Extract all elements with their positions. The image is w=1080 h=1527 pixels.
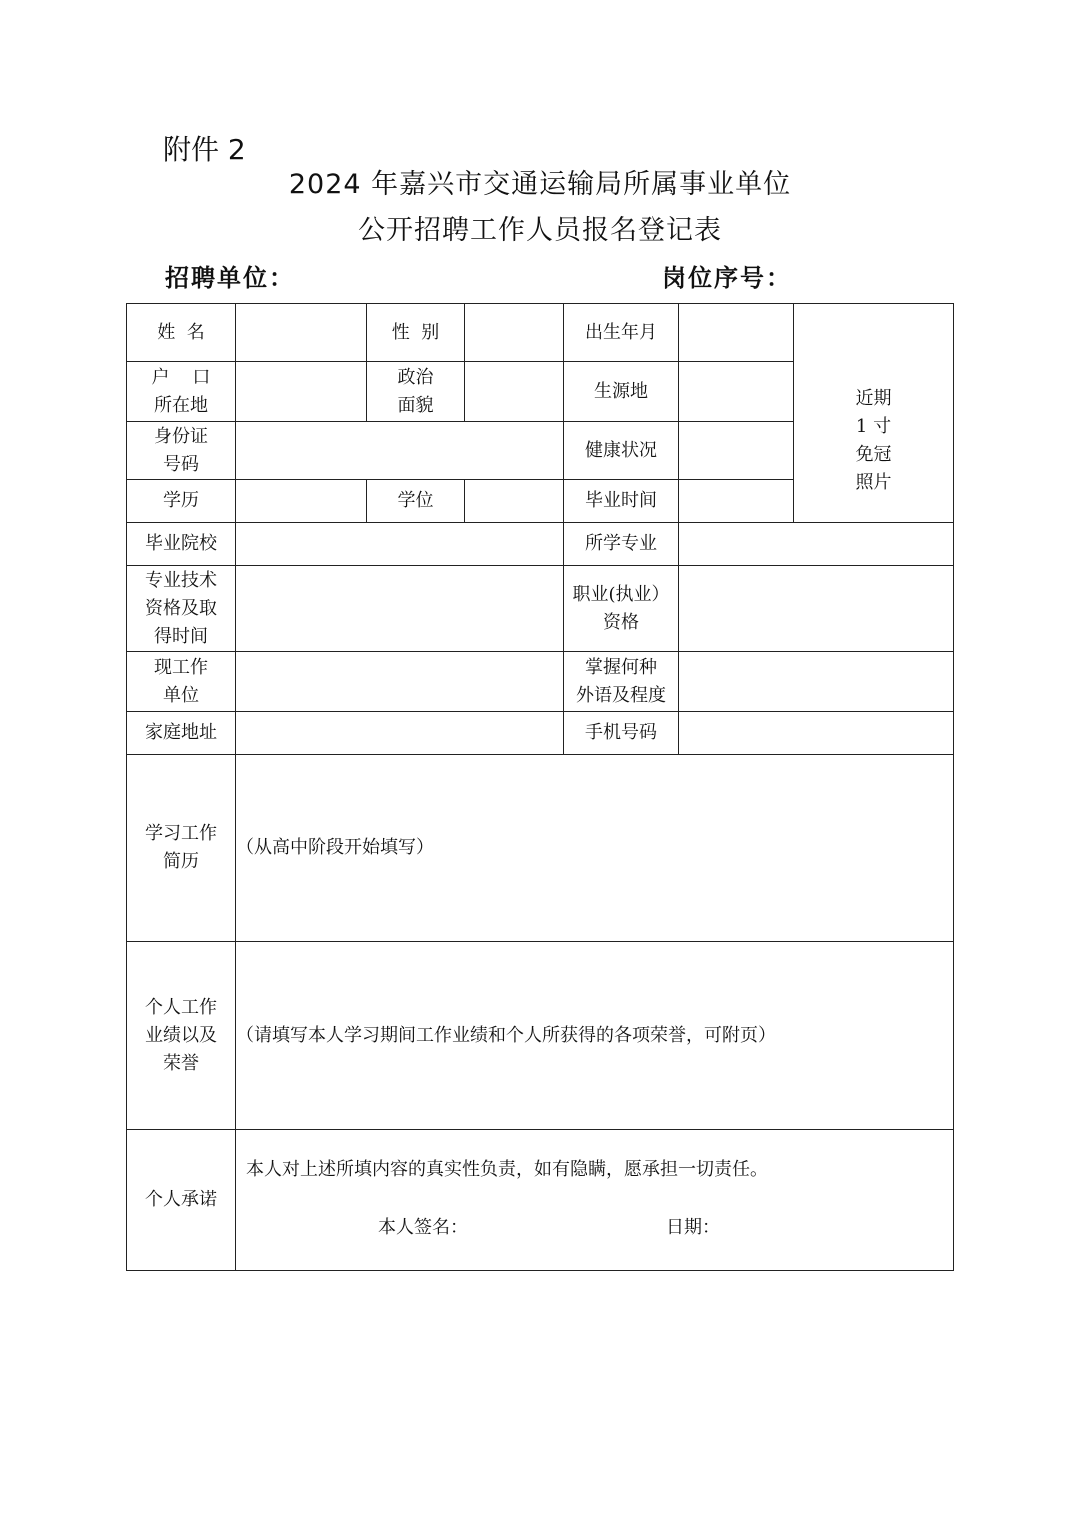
degree-label: 学位 [367, 480, 465, 523]
honors-hint: （请填写本人学习期间工作业绩和个人所获得的各项荣誉，可附页） [236, 1024, 776, 1046]
id-number-field[interactable] [236, 422, 564, 480]
education-label: 学历 [127, 480, 236, 523]
id-number-label: 身份证 号码 [127, 422, 236, 480]
pledge-label: 个人承诺 [127, 1130, 236, 1271]
origin-field[interactable] [679, 362, 794, 422]
graduation-time-label: 毕业时间 [564, 480, 679, 523]
gender-field[interactable] [465, 304, 564, 362]
form-title-line2: 公开招聘工作人员报名登记表 [358, 215, 722, 246]
date-label: 日期： [666, 1217, 720, 1238]
work-unit-label: 现工作 单位 [127, 652, 236, 712]
photo-placeholder: 近期 1 寸 免冠 照片 [794, 304, 954, 523]
degree-field[interactable] [465, 480, 564, 523]
resume-label: 学习工作 简历 [127, 755, 236, 942]
post-number-label: 岗位序号： [662, 264, 792, 292]
resume-field[interactable] [236, 755, 954, 942]
gender-label: 性 别 [367, 304, 465, 362]
honors-label: 个人工作 业绩以及 荣誉 [127, 942, 236, 1130]
health-label: 健康状况 [564, 422, 679, 480]
name-field[interactable] [236, 304, 367, 362]
graduation-time-field[interactable] [679, 480, 794, 523]
career-qualification-field[interactable] [679, 566, 954, 652]
political-status-field[interactable] [465, 362, 564, 422]
language-label: 掌握何种 外语及程度 [564, 652, 679, 712]
name-label: 姓 名 [127, 304, 236, 362]
honors-field[interactable] [236, 942, 954, 1130]
birth-date-field[interactable] [679, 304, 794, 362]
birth-date-label: 出生年月 [564, 304, 679, 362]
major-field[interactable] [679, 523, 954, 566]
phone-label: 手机号码 [564, 712, 679, 755]
hukou-label: 户 口 所在地 [127, 362, 236, 422]
registration-form-table [126, 303, 954, 1271]
form-title-line1: 2024 年嘉兴市交通运输局所属事业单位 [288, 169, 792, 200]
phone-field[interactable] [679, 712, 954, 755]
attachment-label: 附件 2 [163, 133, 246, 166]
major-label: 所学专业 [564, 523, 679, 566]
school-field[interactable] [236, 523, 564, 566]
hukou-field[interactable] [236, 362, 367, 422]
address-label: 家庭地址 [127, 712, 236, 755]
address-field[interactable] [236, 712, 564, 755]
signature-label: 本人签名： [378, 1217, 468, 1238]
tech-qualification-field[interactable] [236, 566, 564, 652]
resume-hint: （从高中阶段开始填写） [236, 837, 434, 858]
pledge-text: 本人对上述所填内容的真实性负责，如有隐瞒，愿承担一切责任。 [246, 1159, 768, 1180]
recruiting-unit-label: 招聘单位： [165, 264, 295, 292]
political-status-label: 政治 面貌 [367, 362, 465, 422]
education-field[interactable] [236, 480, 367, 523]
health-field[interactable] [679, 422, 794, 480]
school-label: 毕业院校 [127, 523, 236, 566]
tech-qualification-label: 专业技术 资格及取 得时间 [127, 566, 236, 652]
career-qualification-label: 职业(执业） 资格 [564, 566, 679, 652]
work-unit-field[interactable] [236, 652, 564, 712]
pledge-field [236, 1130, 954, 1271]
origin-label: 生源地 [564, 362, 679, 422]
language-field[interactable] [679, 652, 954, 712]
